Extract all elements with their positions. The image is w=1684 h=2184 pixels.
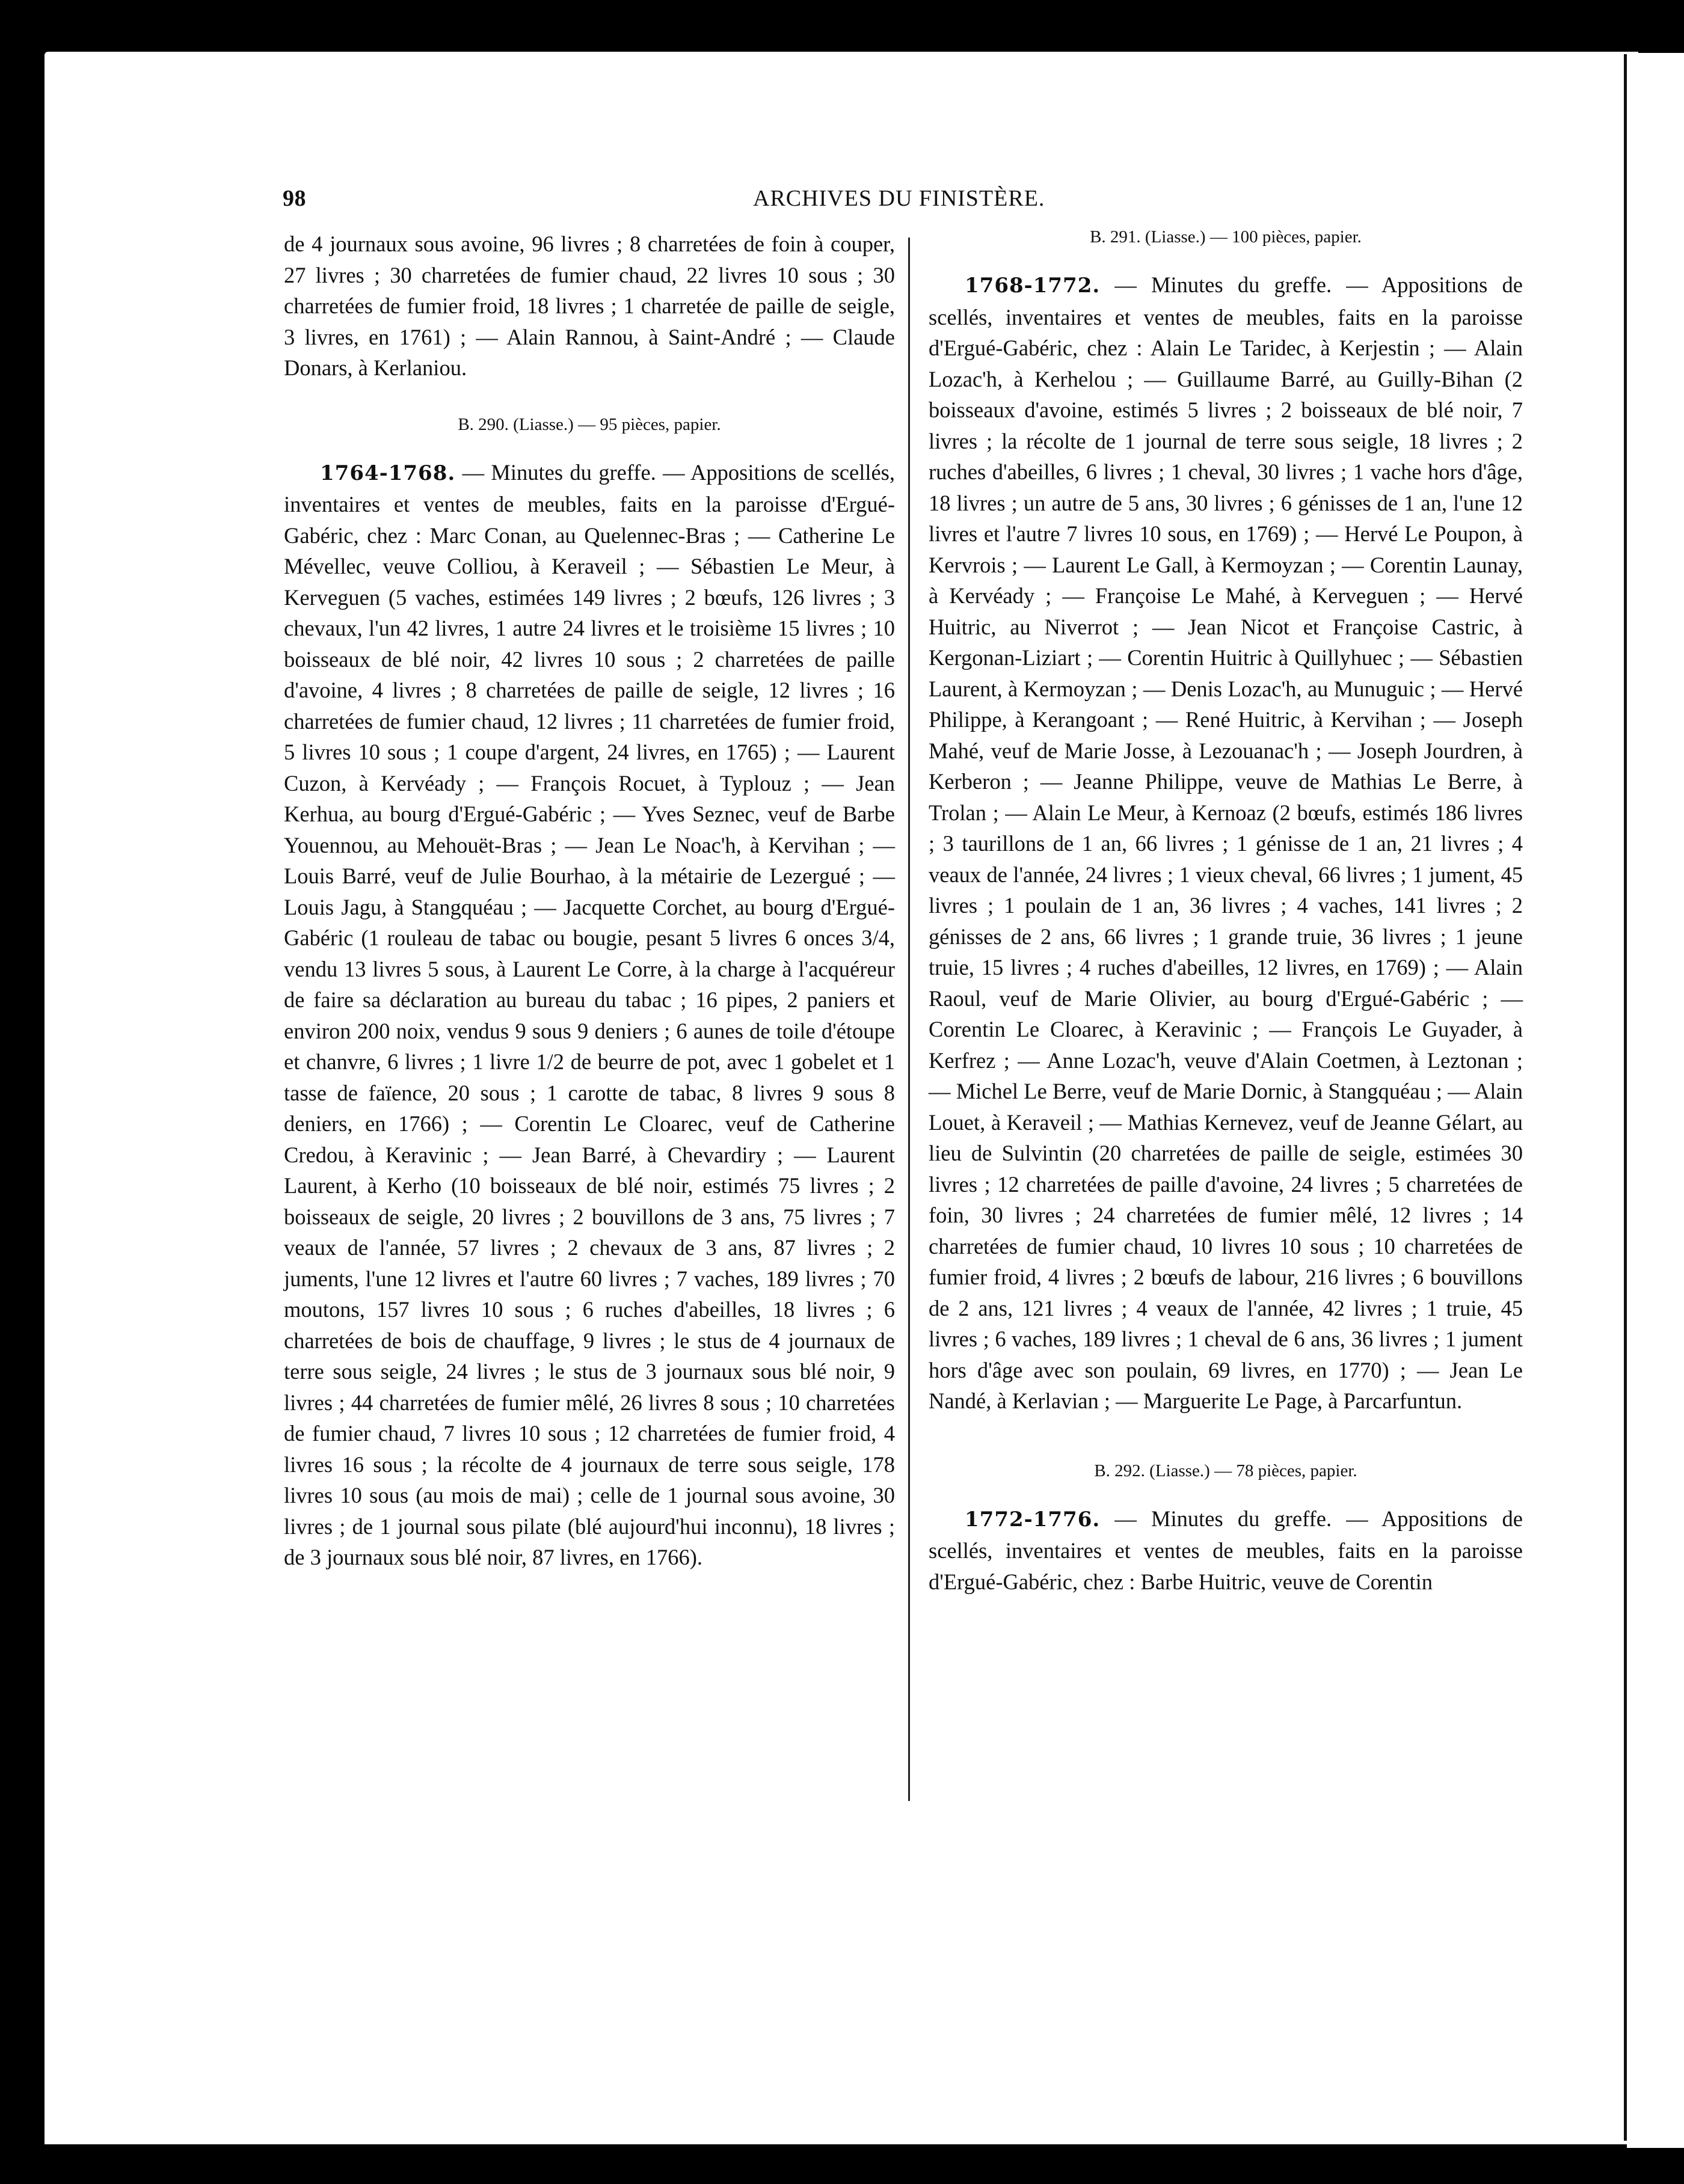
entry-dates: 1772-1776. xyxy=(965,1507,1101,1532)
entry-dates: 1764-1768. xyxy=(320,461,456,485)
left-column xyxy=(284,229,895,1573)
continuation-paragraph: de 4 journaux sous avoine, 96 livres ; 8 charretées de foin à couper, 27 livres ; 30 charretées de fumier chaud, 22 livres 10 sous ; 30 charretées de fumier froid, 18 livres ; 1 charretée de paille de seigle, 3 livres, en 1761) ; — Alain Rannou, à Saint-André ; — Claude Donars, à Kerlaniou. xyxy=(284,232,895,380)
entry-b292 xyxy=(929,1503,1523,1598)
cote-heading-b292: B. 292. (Liasse.) — 78 pièces, papier. xyxy=(1094,1461,1357,1480)
entry-text: — Minutes du greffe. — Appositions de scellés, inventaires et ventes de meubles, faits en la paroisse d'Ergué-Gabéric, chez : Barbe Huitric, veuve de Corentin xyxy=(929,1506,1523,1594)
column-divider xyxy=(908,238,910,1801)
page-number: 98 xyxy=(283,186,306,211)
entry-text: — Minutes du greffe. — Appositions de scellés, inventaires et ventes de meubles, faits en la paroisse d'Ergué-Gabéric, chez : Alain Le Taridec, à Kerjestin ; — Alain Lozac'h, à Kerhelou ; — Guillaume Barré, au Guilly-Bihan (2 boisseaux d'avoine, estimés 5 livres ; 2 boisseaux de blé noir, 7 livres ; la récolte de 1 journal de terre sous seigle, 18 livres ; 2 ruches d'abeilles, 6 livres ; 1 cheval, 30 livres ; 1 vache hors d'âge, 18 livres ; un autre de 5 ans, 30 livres ; 6 génisses de 1 an, l'une 12 livres et l'autre 7 livres 10 sous, en 1769) ; — Hervé Le Poupon, à Kervrois ; — Laurent Le Gall, à Kermoyzan ; — Corentin Launay, à Kervéady ; — Françoise Le Mahé, à Kerveguen ; — Hervé Huitric, au Niverrot ; — Jean Nicot et Françoise Castric, à Kergonan-Liziart ; — Corentin Huitric à Quillyhuec ; — Sébastien Laurent, à Kermoyzan ; — Denis Lozac'h, au Munuguic ; — Hervé Philippe, à Kerangoant ; — René Huitric, à Kervihan ; — Joseph Mahé, veuf de Marie Josse, à Lezouanac'h ; — Joseph Jourdren, à Kerberon ; — Jeanne Philippe, veuve de Mathias Le Berre, à Trolan ; — Alain Le Meur, à Kernoaz (2 bœufs, estimés 186 livres ; 3 taurillons de 1 an, 66 livres ; 1 génisse de 1 an, 21 livres ; 4 veaux de l'année, 24 livres ; 1 vieux cheval, 66 livres ; 1 jument, 45 livres ; 1 poulain de 1 an, 36 livres ; 4 vaches, 141 livres ; 2 génisses de 2 ans, 66 livres ; 1 grande truie, 36 livres ; 1 jeune truie, 15 livres ; 4 ruches d'abeilles, 12 livres, en 1769) ; — Alain Raoul, veuf de Marie Olivier, au bourg d'Ergué-Gabéric ; — Corentin Le Cloarec, à Keravinic ; — François Le Guyader, à Kerfrez ; — Anne Lozac'h, veuve d'Alain Coetmen, à Leztonan ; — Michel Le Berre, veuf de Marie Dornic, à Stangquéau ; — Alain Louet, à Keraveil ; — Mathias Kernevez, veuf de Jeanne Gélart, au lieu de Sulvintin (20 charretées de paille de seigle, estimées 30 livres ; 12 charretées de paille d'avoine, 24 livres ; 5 charretées de foin, 30 livres ; 24 charretées de fumier mêlé, 12 livres ; 14 charretées de fumier chaud, 10 livres 10 sous ; 10 charretées de fumier froid, 4 livres ; 2 bœufs de labour, 216 livres ; 6 bouvillons de 2 ans, 121 livres ; 4 veaux de l'année, 42 livres ; 1 truie, 45 livres ; 6 vaches, 189 livres ; 1 cheval de 6 ans, 36 livres ; 1 jument hors d'âge avec son poulain, 69 livres, en 1770) ; — Jean Le Nandé, à Kerlavian ; — Marguerite Le Page, à Parcarfuntun. xyxy=(929,272,1523,1413)
right-column xyxy=(929,229,1523,1597)
entry-text: — Minutes du greffe. — Appositions de scellés, inventaires et ventes de meubles, faits en la paroisse d'Ergué-Gabéric, chez : Marc Conan, au Quelennec-Bras ; — Catherine Le Mévellec, veuve Colliou, à Keraveil ; — Sébastien Le Meur, à Kerveguen (5 vaches, estimées 149 livres ; 2 bœufs, 126 livres ; 3 chevaux, l'un 42 livres, 1 autre 24 livres et le troisième 15 livres ; 10 boisseaux de blé noir, 42 livres 10 sous ; 2 charretées de paille d'avoine, 4 livres ; 8 charretées de paille de seigle, 12 livres ; 16 charretées de fumier chaud, 12 livres ; 11 charretées de fumier froid, 5 livres 10 sous ; 1 coupe d'argent, 24 livres, en 1765) ; — Laurent Cuzon, à Kervéady ; — François Rocuet, à Typlouz ; — Jean Kerhua, au bourg d'Ergué-Gabéric ; — Yves Seznec, veuf de Barbe Youennou, au Mehouët-Bras ; — Jean Le Noac'h, à Kervihan ; — Louis Barré, veuf de Julie Bourhao, à la métairie de Lezergué ; — Louis Jagu, à Stangquéau ; — Jacquette Corchet, au bourg d'Ergué-Gabéric (1 rouleau de tabac ou bougie, pesant 5 livres 6 onces 3/4, vendu 13 livres 5 sous, à Laurent Le Corre, à la charge à l'acquéreur de faire sa déclaration au bureau du tabac ; 16 pipes, 2 paniers et environ 200 noix, vendus 9 sous 9 deniers ; 6 aunes de toile d'étoupe et chanvre, 6 livres ; 1 livre 1/2 de beurre de pot, avec 1 gobelet et 1 tasse de faïence, 20 sous ; 1 carotte de tabac, 8 livres 9 sous 8 deniers, en 1766) ; — Corentin Le Cloarec, veuf de Catherine Credou, à Keravinic ; — Jean Barré, à Chevardiry ; — Laurent Laurent, à Kerho (10 boisseaux de blé noir, estimés 75 livres ; 2 boisseaux de seigle, 20 livres ; 2 bouvillons de 3 ans, 75 livres ; 7 veaux de l'année, 57 livres ; 2 chevaux de 3 ans, 87 livres ; 2 juments, l'une 12 livres et l'autre 60 livres ; 7 vaches, 189 livres ; 70 moutons, 157 livres 10 sous ; 6 ruches d'abeilles, 18 livres ; 6 charretées de bois de chauffage, 9 livres ; le stus de 4 journaux de terre sous seigle, 24 livres ; le stus de 3 journaux sous blé noir, 9 livres ; 44 charretées de fumier mêlé, 26 livres 8 sous ; 10 charretées de fumier chaud, 7 livres 10 sous ; 12 charretées de fumier froid, 4 livres 16 sous ; la récolte de 4 journaux de terre sous seigle, 178 livres 10 sous (au mois de mai) ; celle de 1 journal sous avoine, 30 livres ; de 1 journal sous pilate (blé aujourd'hui inconnu), 18 livres ; de 3 journaux sous blé noir, 87 livres, en 1766). xyxy=(284,459,896,1569)
next-page-edge xyxy=(1627,53,1684,2152)
scan-border-bottom xyxy=(0,2148,1684,2184)
cote-heading-b291: B. 291. (Liasse.) — 100 pièces, papier. xyxy=(1090,227,1362,247)
entry-b291 xyxy=(929,269,1523,1417)
cote-heading-b290: B. 290. (Liasse.) — 95 pièces, papier. xyxy=(458,414,721,434)
running-head xyxy=(283,185,1522,221)
entry-b290 xyxy=(284,457,895,1573)
running-title: ARCHIVES DU FINISTÈRE. xyxy=(753,186,1045,211)
entry-dates: 1768-1772. xyxy=(965,274,1101,298)
